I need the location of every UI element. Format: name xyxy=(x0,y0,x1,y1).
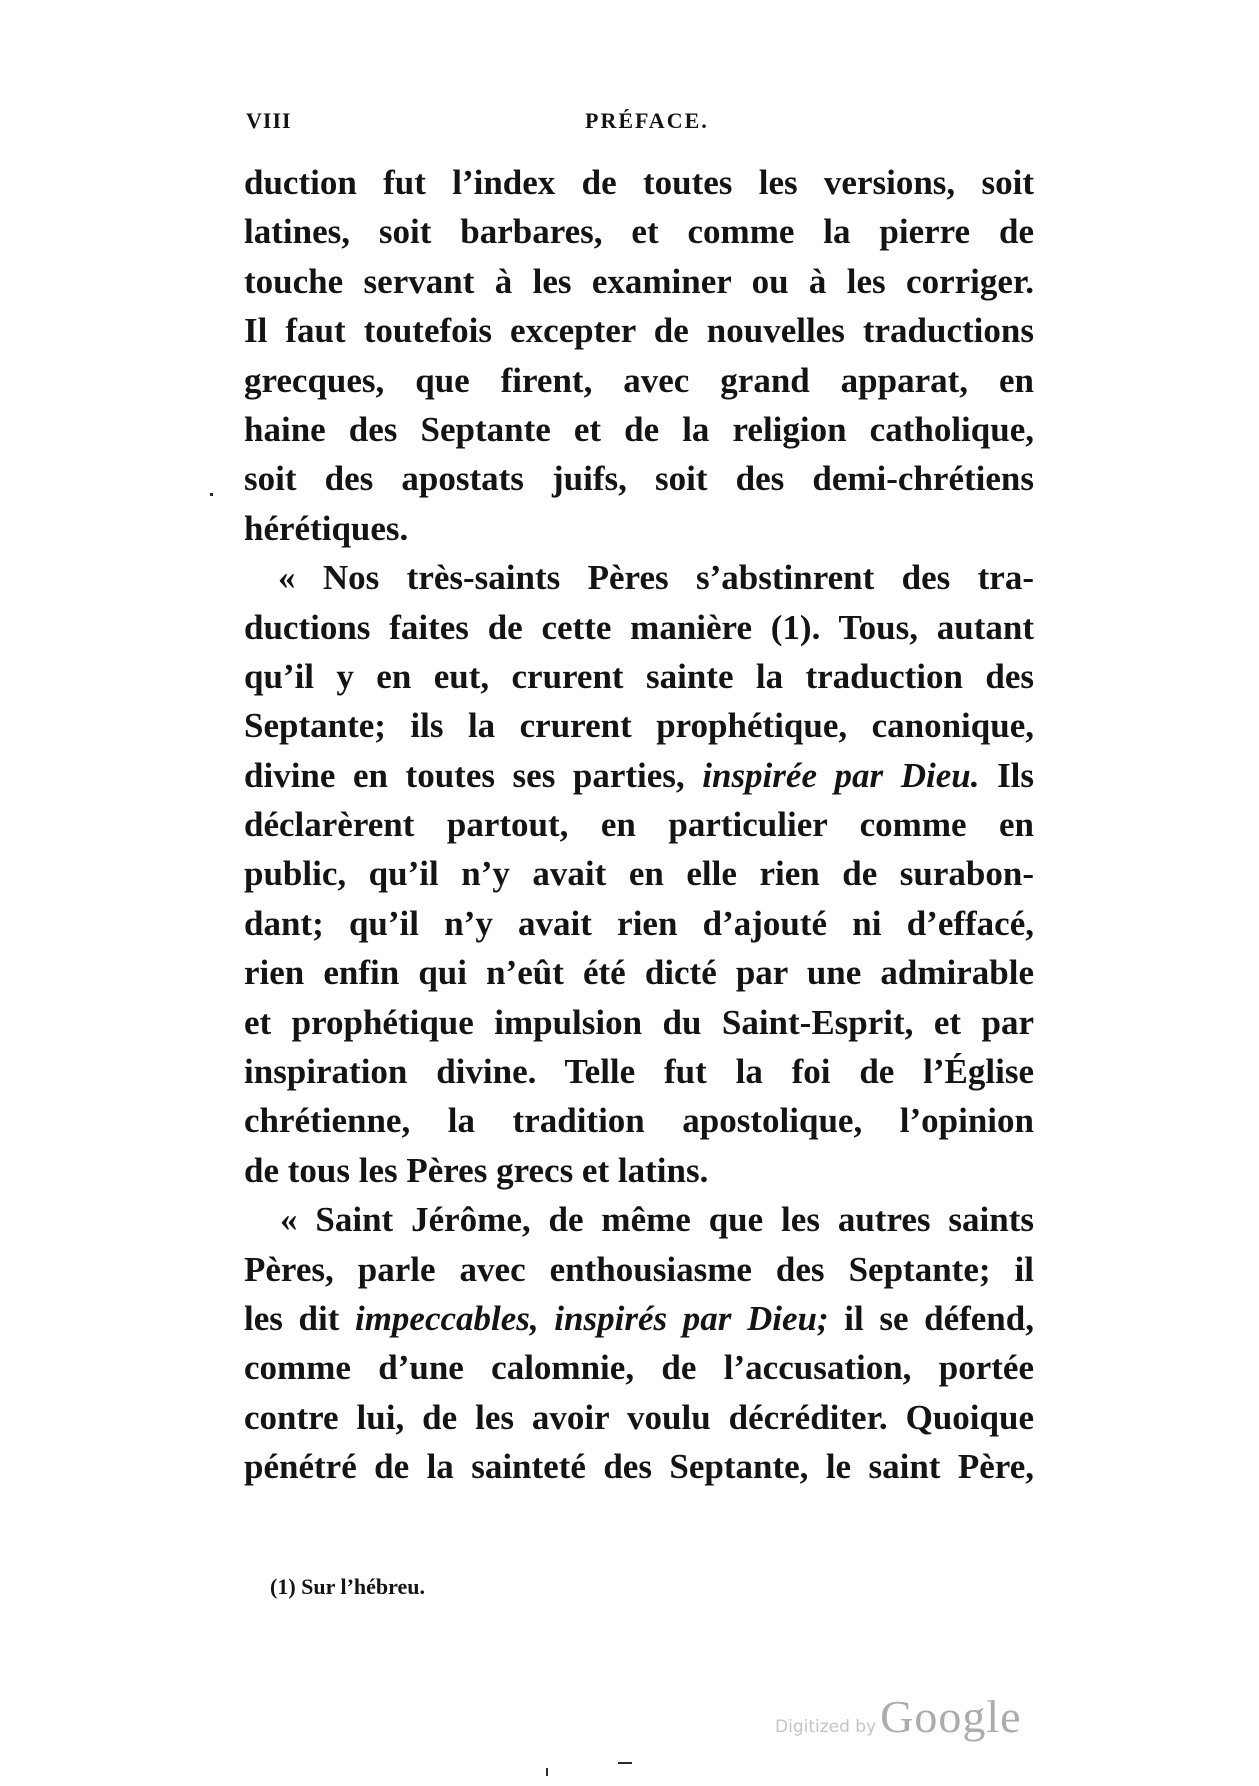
text-line: duction fut l’index de toutes les versions, soit xyxy=(244,163,1034,202)
text-line: rien enfin qui n’eût été dicté par une admirable xyxy=(244,953,1034,993)
text-body xyxy=(244,158,1034,1492)
line-segment: les dit xyxy=(244,1298,340,1338)
line-segment: il se défend, xyxy=(844,1298,1034,1338)
watermark-prefix: Digitized by xyxy=(775,1717,877,1737)
running-title: PRÉFACE. xyxy=(585,108,709,133)
margin-speck xyxy=(210,493,213,496)
text-line: latines, soit barbares, et comme la pierre de xyxy=(244,212,1034,252)
italic-phrase: impeccables, inspirés par Dieu; xyxy=(354,1298,829,1338)
text-line: soit des apostats juifs, soit des demi-chrétiens xyxy=(244,459,1034,499)
paragraph-start-line: « Saint Jérôme, de même que les autres saints xyxy=(280,1200,1034,1240)
text-line: grecques, que firent, avec grand apparat, en xyxy=(244,360,1034,400)
text-line-with-italic xyxy=(244,751,1034,800)
text-line: Pères, parle avec enthousiasme des Septante; il xyxy=(244,1249,1034,1289)
text-line: qu’il y en eut, crurent sainte la traduction des xyxy=(244,656,1034,696)
text-line: touche servant à les examiner ou à les corriger. xyxy=(244,261,1034,301)
text-line: inspiration divine. Telle fut la foi de l’Église xyxy=(244,1052,1034,1092)
digitized-by-google-watermark xyxy=(775,1690,1022,1743)
footnote: (1) Sur l’hébreu. xyxy=(270,1574,426,1599)
text-line: comme d’une calomnie, de l’accusation, portée xyxy=(244,1348,1034,1388)
text-line: contre lui, de les avoir voulu décréditer. Quoique xyxy=(244,1397,1034,1437)
text-line: déclarèrent partout, en particulier comme en xyxy=(244,805,1034,845)
text-line: chrétienne, la tradition apostolique, l’opinion xyxy=(244,1101,1034,1141)
text-line: pénétré de la sainteté des Septante, le saint Père, xyxy=(244,1447,1034,1487)
page-header xyxy=(246,108,1034,138)
watermark-brand: Google xyxy=(880,1691,1022,1742)
text-line: dant; qu’il n’y avait rien d’ajouté ni d’effacé, xyxy=(244,903,1034,943)
text-line: et prophétique impulsion du Saint-Esprit, et par xyxy=(244,1002,1034,1042)
line-segment: divine en toutes ses parties, xyxy=(244,755,685,795)
text-line: haine des Septante et de la religion catholique, xyxy=(244,409,1034,449)
margin-speck xyxy=(546,1768,548,1776)
page-number: VIII xyxy=(246,108,292,133)
text-line: Septante; ils la crurent prophétique, canonique, xyxy=(244,706,1034,746)
text-line: hérétiques. xyxy=(244,508,409,548)
text-line: ductions faites de cette manière (1). Tous, autant xyxy=(244,607,1034,647)
margin-speck xyxy=(618,1762,632,1764)
line-segment: Ils xyxy=(997,755,1035,795)
paragraph-start-line: « Nos très-saints Pères s’abstinrent des tra- xyxy=(278,558,1034,598)
italic-phrase: inspirée par Dieu. xyxy=(702,755,980,795)
text-line: Il faut toutefois excepter de nouvelles traductions xyxy=(244,311,1034,351)
text-line: de tous les Pères grecs et latins. xyxy=(244,1150,709,1190)
text-line: public, qu’il n’y avait en elle rien de surabon- xyxy=(244,854,1034,894)
text-line-with-italic xyxy=(244,1294,1034,1343)
